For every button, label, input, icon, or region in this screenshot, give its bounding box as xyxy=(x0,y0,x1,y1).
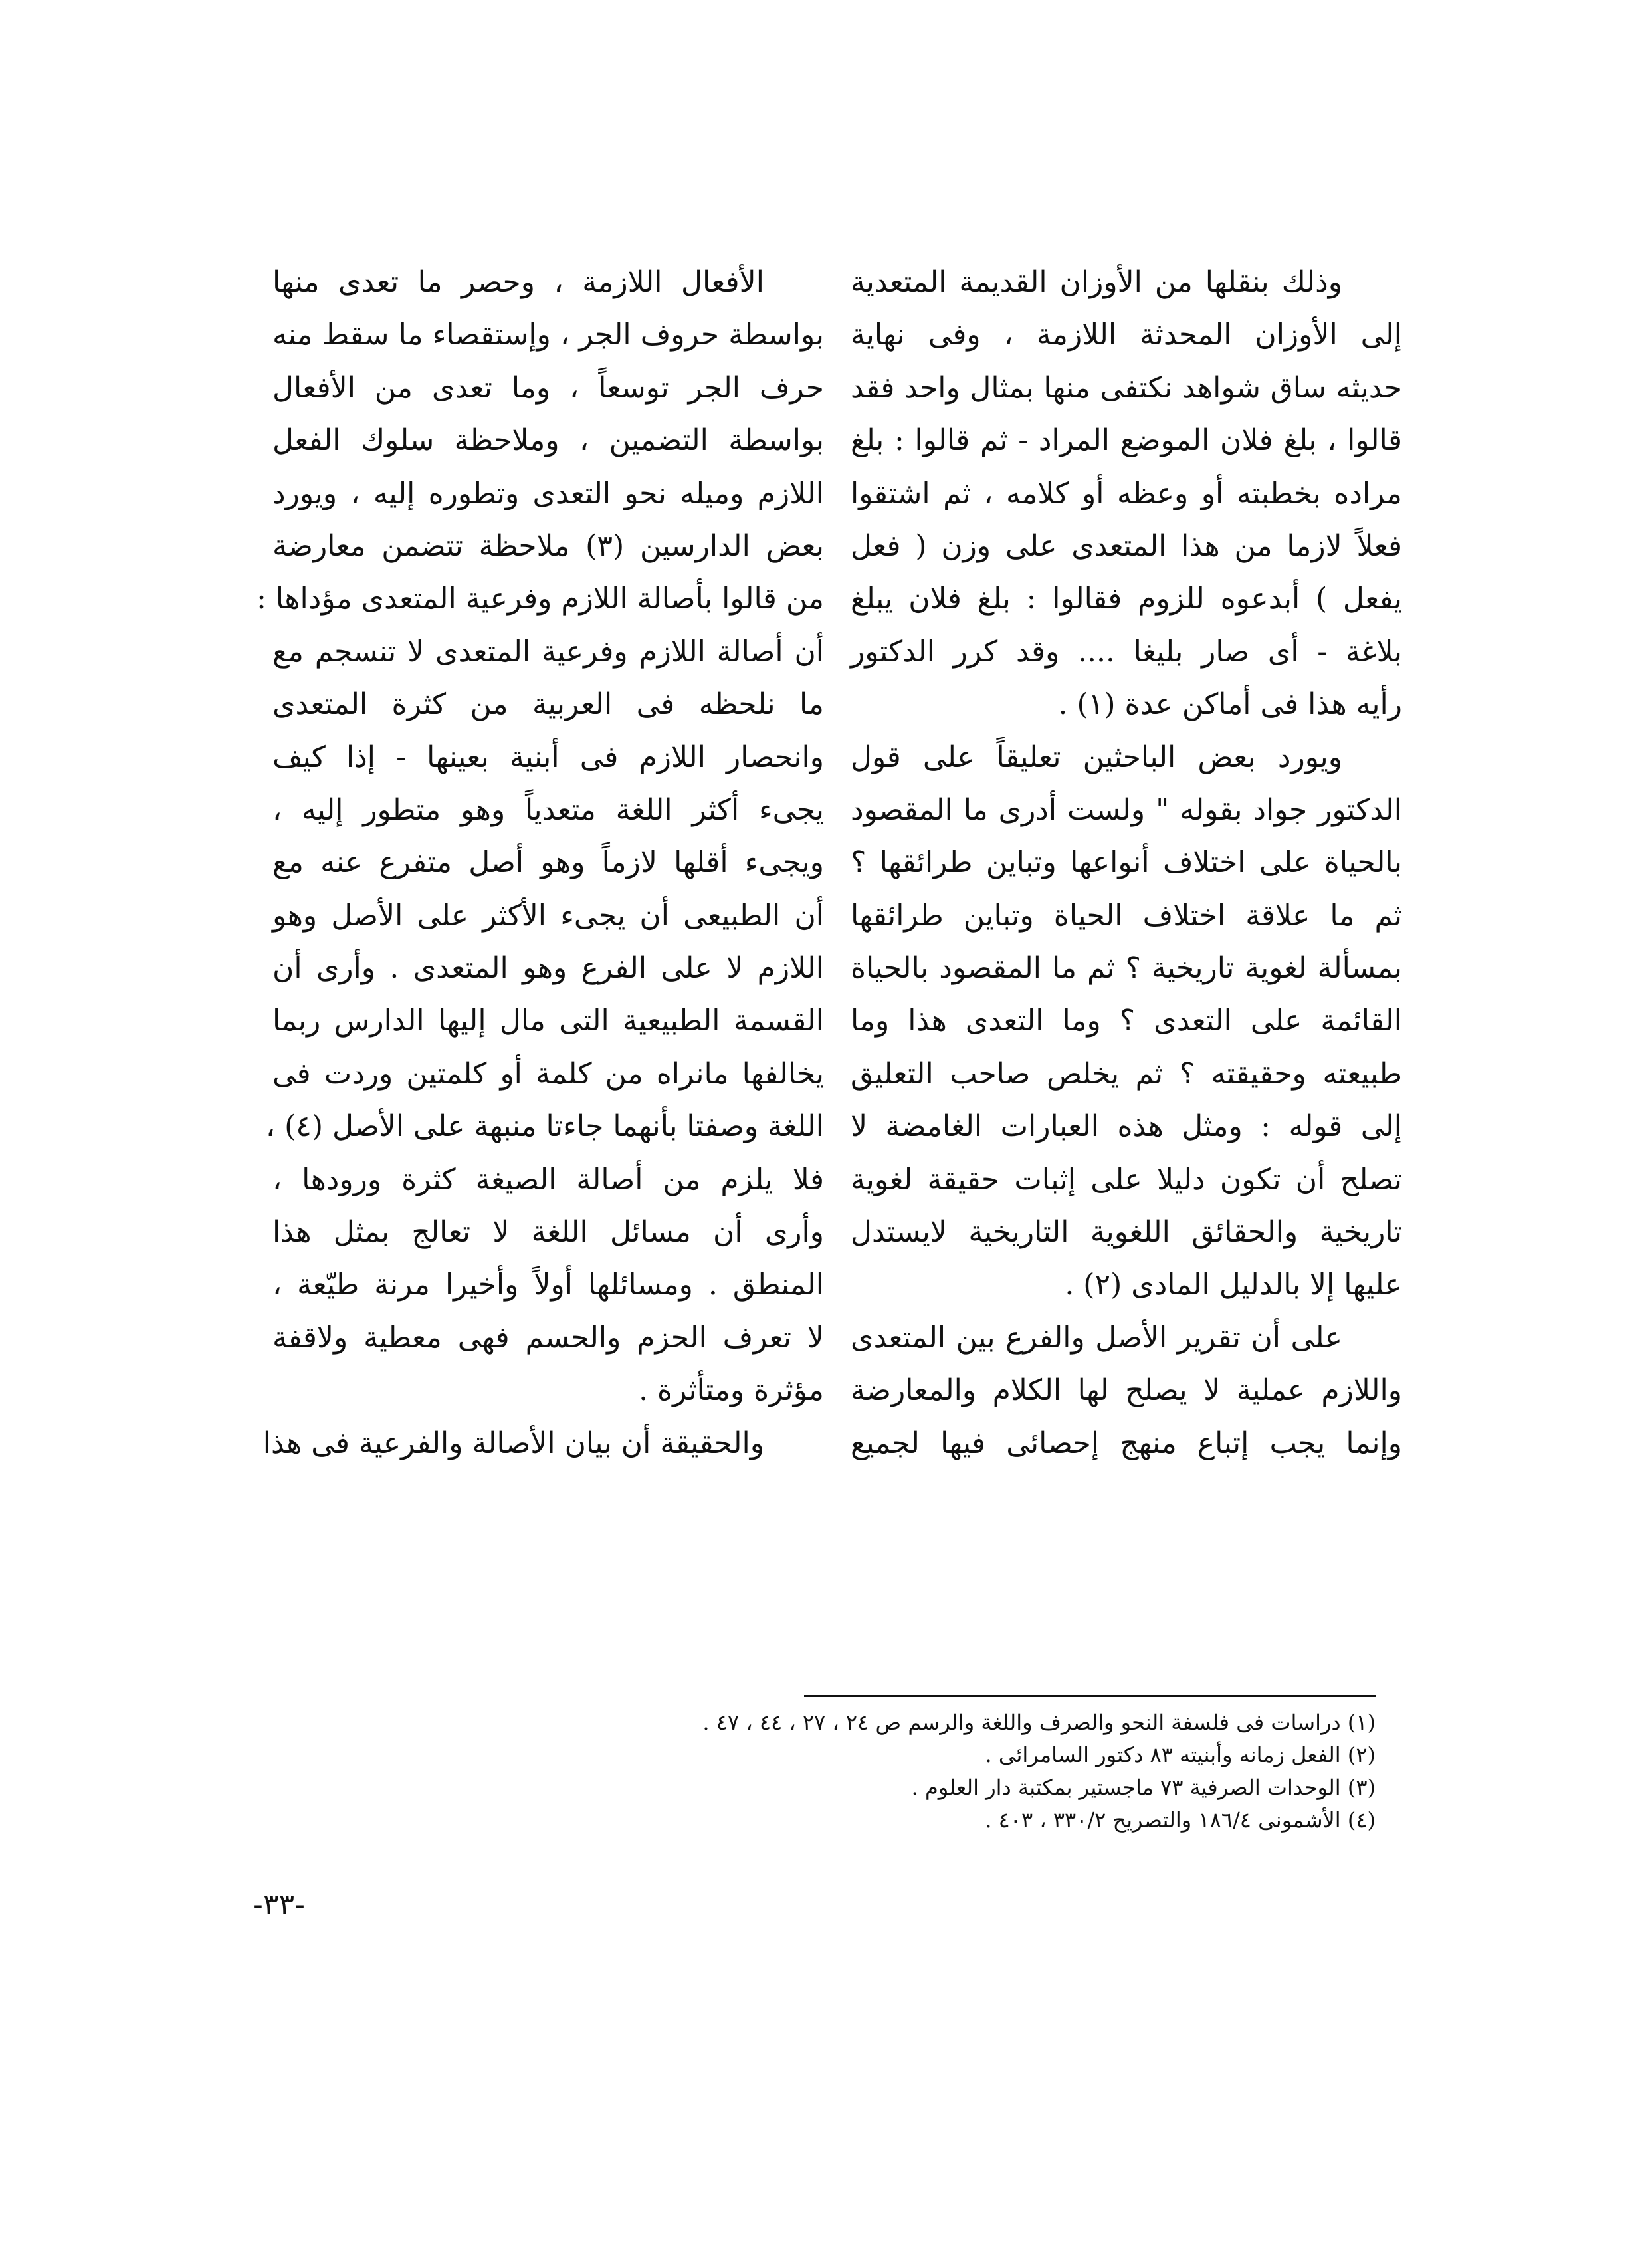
body-line: رأيه هذا فى أماكن عدة (١) . xyxy=(1058,687,1402,722)
footnotes xyxy=(598,1706,1376,1837)
body-line: ما نلحظه فى العربية من كثرة المتعدى xyxy=(272,687,824,722)
body-line: القسمة الطبيعية التى مال إليها الدارس ربما xyxy=(272,1004,824,1038)
body-line: مؤثرة ومتأثرة . xyxy=(639,1373,824,1408)
text-column-left xyxy=(257,256,825,1470)
body-line: إلى قوله : ومثل هذه العبارات الغامضة لا xyxy=(851,1109,1402,1144)
body-line: وانحصار اللازم فى أبنية بعينها - إذا كيف xyxy=(272,740,824,774)
body-line: ويجىء أقلها لازماً وهو أصل متفرع عنه مع xyxy=(272,846,824,880)
body-line: وذلك بنقلها من الأوزان القديمة المتعدية xyxy=(851,265,1342,299)
body-line: بالحياة على اختلاف أنواعها وتباين طرائقها ؟ xyxy=(851,846,1402,880)
body-line: على أن تقرير الأصل والفرع بين المتعدى xyxy=(851,1320,1342,1355)
body-line: والحقيقة أن بيان الأصالة والفرعية فى هذا xyxy=(262,1426,764,1460)
body-line: يجىء أكثر اللغة متعدياً وهو متطور إليه ، xyxy=(272,792,824,827)
body-line: وأرى أن مسائل اللغة لا تعالج بمثل هذا xyxy=(272,1215,824,1250)
body-line: فلا يلزم من أصالة الصيغة كثرة ورودها ، xyxy=(272,1162,824,1196)
body-line: حديثه ساق شواهد نكتفى منها بمثال واحد فقد xyxy=(851,370,1402,405)
body-line: طبيعته وحقيقته ؟ ثم يخلص صاحب التعليق xyxy=(851,1056,1402,1091)
body-line: اللازم لا على الفرع وهو المتعدى . وأرى أن xyxy=(272,951,824,986)
footnote: (١) دراسات فى فلسفة النحو والصرف واللغة والرسم ص ٢٤ ، ٢٧ ، ٤٤ ، ٤٧ . xyxy=(702,1710,1376,1735)
footnote-separator xyxy=(804,1695,1376,1697)
body-line: بلاغة - أى صار بليغا .... وقد كرر الدكتور xyxy=(851,634,1402,669)
body-line: ويورد بعض الباحثين تعليقاً على قول xyxy=(851,740,1342,774)
footnote: (٢) الفعل زمانه وأبنيته ٨٣ دكتور السامرائى . xyxy=(985,1742,1376,1767)
body-line: أن أصالة اللازم وفرعية المتعدى لا تنسجم مع xyxy=(272,634,824,669)
page-number: -٣٣- xyxy=(253,1888,306,1922)
body-line: لا تعرف الحزم والحسم فهى معطية ولاقفة xyxy=(272,1320,824,1355)
body-line: المنطق . ومسائلها أولاً وأخيرا مرنة طيّعة ، xyxy=(272,1268,824,1302)
body-line: اللازم وميله نحو التعدى وتطوره إليه ، ويورد xyxy=(272,476,824,510)
body-line: فعلاً لازما من هذا المتعدى على وزن ( فعل xyxy=(851,528,1402,563)
body-line: الأفعال اللازمة ، وحصر ما تعدى منها xyxy=(272,265,764,299)
body-line: بعض الدارسين (٣) ملاحظة تتضمن معارضة xyxy=(272,528,825,563)
body-line: تاريخية والحقائق اللغوية التاريخية لايستدل xyxy=(851,1215,1402,1250)
body-line: حرف الجر توسعاً ، وما تعدى من الأفعال xyxy=(272,370,824,405)
body-line: ثم ما علاقة اختلاف الحياة وتباين طرائقها xyxy=(851,898,1402,933)
body-line: إلى الأوزان المحدثة اللازمة ، وفى نهاية xyxy=(851,318,1402,352)
body-line: تصلح أن تكون دليلا على إثبات حقيقة لغوية xyxy=(851,1162,1402,1196)
body-line: عليها إلا بالدليل المادى (٢) . xyxy=(1065,1268,1402,1302)
text-column-right xyxy=(851,256,1402,1470)
body-line: واللازم عملية لا يصلح لها الكلام والمعارضة xyxy=(851,1373,1402,1408)
body-line: يفعل ) أبدعوه للزوم فقالوا : بلغ فلان يبلغ xyxy=(851,582,1402,616)
body-line: اللغة وصفتا بأنهما جاءتا منبهة على الأصل (٤) ، xyxy=(265,1109,824,1144)
footnote: (٣) الوحدات الصرفية ٧٣ ماجستير بمكتبة دار العلوم . xyxy=(911,1775,1376,1800)
body-line: الدكتور جواد بقوله " ولست أدرى ما المقصود xyxy=(851,792,1402,827)
body-line: بمسألة لغوية تاريخية ؟ ثم ما المقصود بالحياة xyxy=(851,951,1402,986)
body-line: يخالفها مانراه من كلمة أو كلمتين وردت فى xyxy=(272,1056,824,1091)
body-line: وإنما يجب إتباع منهج إحصائى فيها لجميع xyxy=(851,1426,1402,1460)
body-line: القائمة على التعدى ؟ وما التعدى هذا وما xyxy=(851,1004,1402,1038)
body-line: بواسطة حروف الجر ، وإستقصاء ما سقط منه xyxy=(272,318,824,352)
body-line: مراده بخطبته أو وعظه أو كلامه ، ثم اشتقوا xyxy=(851,476,1402,510)
body-line: من قالوا بأصالة اللازم وفرعية المتعدى مؤداها : xyxy=(257,582,824,616)
body-line: أن الطبيعى أن يجىء الأكثر على الأصل وهو xyxy=(272,898,824,933)
body-line: بواسطة التضمين ، وملاحظة سلوك الفعل xyxy=(272,423,824,458)
body-line: قالوا ، بلغ فلان الموضع المراد - ثم قالوا : بلغ xyxy=(851,423,1402,458)
footnote: (٤) الأشمونى ١٨٦/٤ والتصريح ٣٣٠/٢ ، ٤٠٣ . xyxy=(985,1807,1376,1833)
